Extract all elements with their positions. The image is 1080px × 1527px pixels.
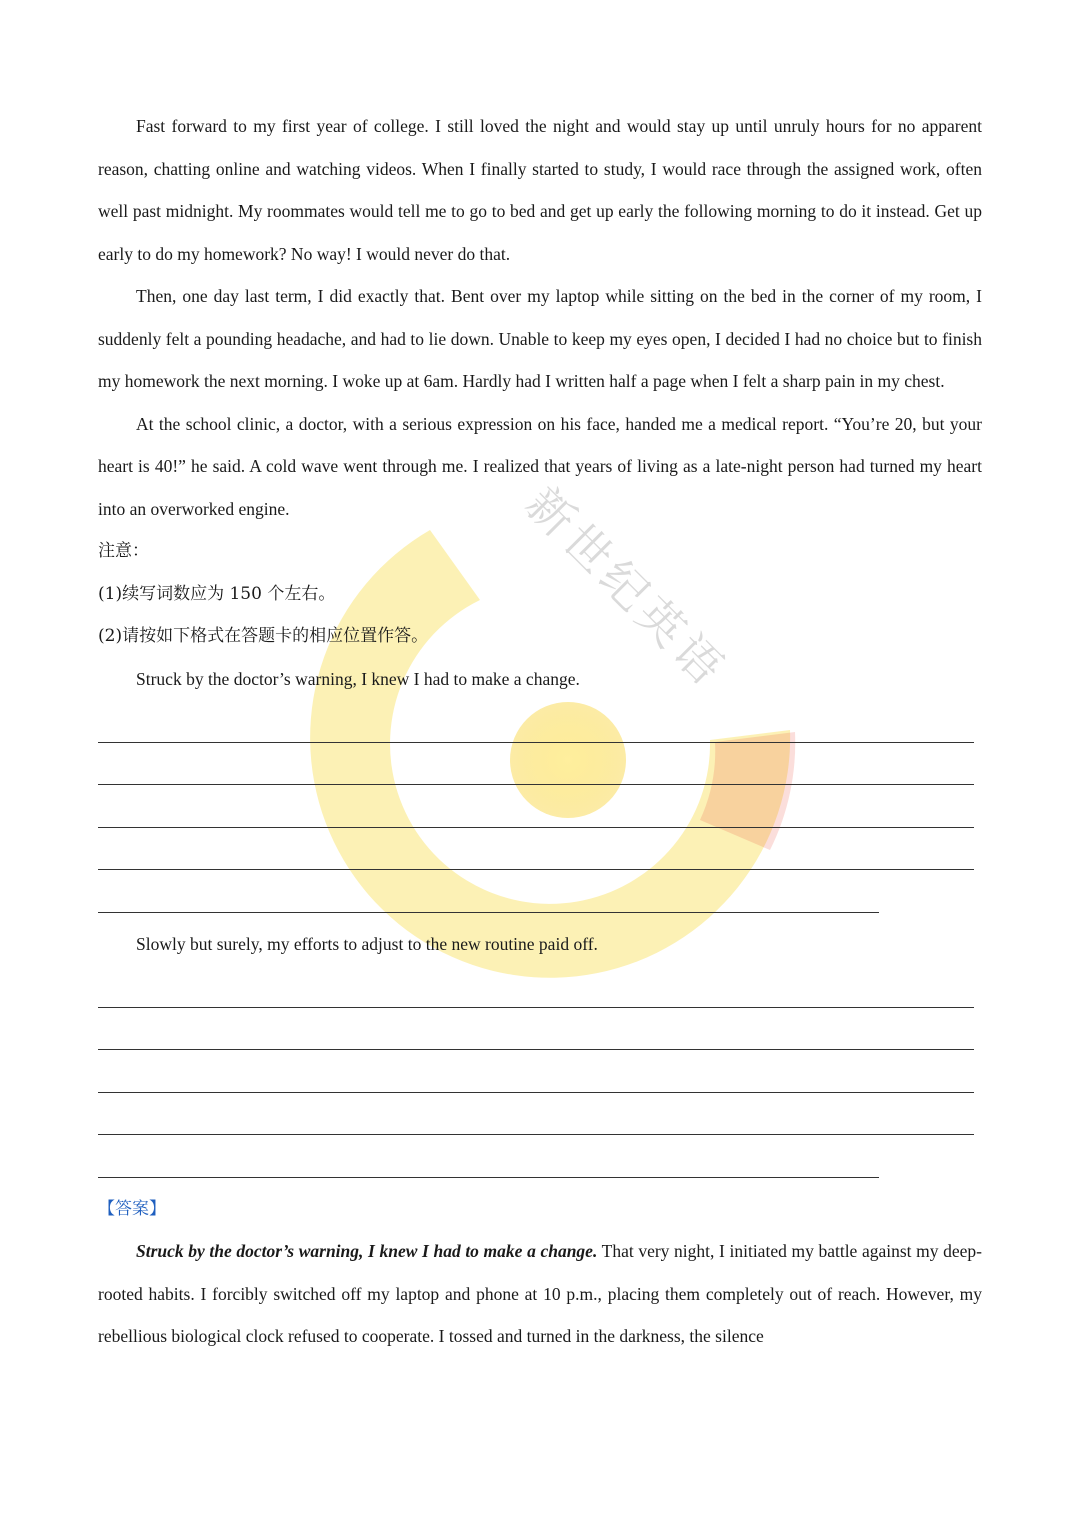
answer-lead: Struck by the doctor’s warning, I knew I had to make a change. (136, 1241, 598, 1261)
writing-line[interactable] (98, 700, 974, 743)
notes-item: (1)续写词数应为 150 个左右。 (98, 583, 336, 604)
writing-line[interactable] (98, 1050, 974, 1093)
writing-line[interactable] (98, 828, 974, 871)
continuation-prompt-2: Slowly but surely, my efforts to adjust to the new routine paid off. (136, 933, 598, 954)
writing-lines-2 (98, 965, 982, 1178)
story-paragraph: At the school clinic, a doctor, with a serious expression on his face, handed me a medical report. “You’re 20, but your heart is 40!” he said. A cold wave went through me. I realized that years of living as a late-night person had turned my heart into an overworked engine. (98, 413, 982, 519)
story-paragraph: Fast forward to my first year of college. I still loved the night and would stay up until unruly hours for no apparent reason, chatting online and watching videos. When I finally started to study, I would race through the assigned work, often well past midnight. My roommates would tell me to go to bed and get up early the following morning to do it instead. Get up early to do my homework? No way! I would never do that. (98, 116, 982, 264)
writing-line[interactable] (98, 1093, 974, 1136)
notes-title: 注意： (98, 541, 149, 561)
answer-tag: 【答案】 (98, 1198, 166, 1219)
writing-line[interactable] (98, 743, 974, 786)
story-paragraph: Then, one day last term, I did exactly that. Bent over my laptop while sitting on the bed in the corner of my room, I suddenly felt a pounding headache, and had to lie down. Unable to keep my eyes open, I decided I had no choice but to finish my homework the next morning. I woke up at 6am. Hardly had I written half a page when I felt a sharp pain in my chest. (98, 286, 982, 391)
continuation-prompt-1: Struck by the doctor’s warning, I knew I had to make a change. (136, 668, 580, 689)
writing-line[interactable] (98, 1008, 974, 1051)
writing-line[interactable] (98, 965, 974, 1008)
answer-body: That very night, I initiated my battle against my deep-rooted habits. I forcibly switched off my laptop and phone at 10 p.m., placing them completely out of reach. However, my rebellious biological clock refused to cooperate. I tossed and turned in the darkness, the silence (98, 1241, 982, 1346)
writing-lines-1 (98, 700, 982, 913)
writing-line[interactable] (98, 785, 974, 828)
document-content (98, 105, 982, 1358)
answer-paragraph (98, 1230, 982, 1358)
writing-line[interactable] (98, 870, 879, 913)
notes-item: (2)请按如下格式在答题卡的相应位置作答。 (98, 626, 429, 646)
watermark-text: 新世纪英语 (515, 476, 738, 699)
writing-line[interactable] (98, 1135, 879, 1178)
